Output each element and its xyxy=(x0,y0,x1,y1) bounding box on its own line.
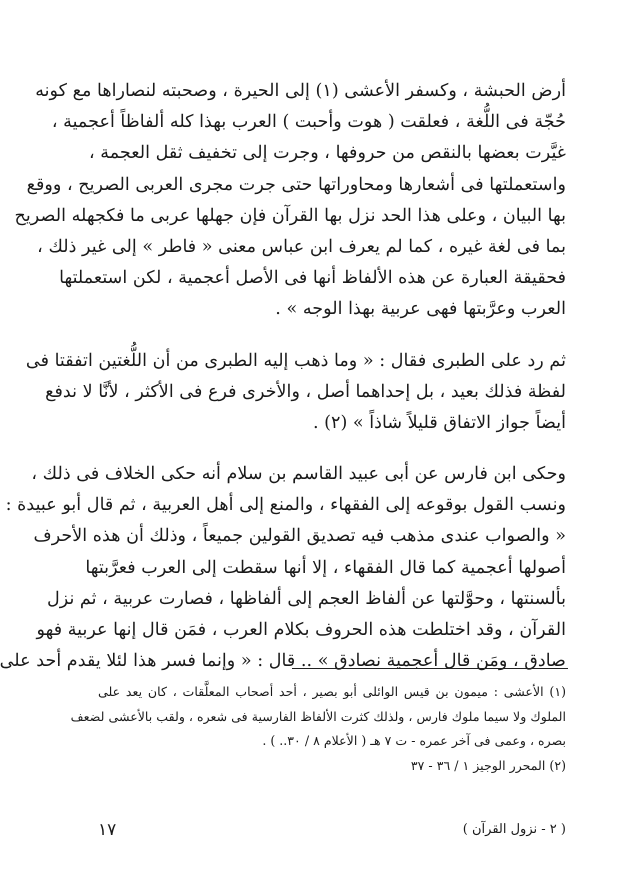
footnotes xyxy=(70,680,566,778)
text-line: حُجّة فى اللُّغة ، فعلقت ( هوت وأحبت ) العرب بهذا كله ألفاظاً أعجمية ، xyxy=(51,112,566,133)
footnote-line: الملوك ولا سيما ملوك فارس ، ولذلك كثرت الألفاظ الفارسية فى شعره ، ولقب بالأعشى لضعف xyxy=(70,708,566,724)
text-line: القرآن ، وقد اختلطت هذه الحروف بكلام العرب ، فمَن قال إنها عربية فهو xyxy=(36,620,566,640)
text-line: أصولها أعجمية كما قال الفقهاء ، إلا أنها سقطت إلى العرب فعرَّبتها xyxy=(85,557,566,578)
text-line: فحقيقة العبارة عن هذه الألفاظ أنها فى الأصل أعجمية ، لكن استعملتها xyxy=(59,268,566,289)
signature-mark: ( ٢ - نزول القرآن ) xyxy=(462,822,566,837)
paragraph-2 xyxy=(25,346,566,440)
text-line: « والصواب عندى مذهب فيه تصديق القولين جميعاً ، وذلك أن هذه الأحرف xyxy=(33,526,566,547)
text-line: أرض الحبشة ، وكسفر الأعشى (١) إلى الحيرة ، وصحبته لنصاراها مع كونه xyxy=(35,81,566,101)
page-number: ١٧ xyxy=(98,820,117,840)
paragraph-3 xyxy=(0,459,566,677)
paragraph-gap xyxy=(98,326,566,346)
text-line: ونسب القول بوقوعه إلى الفقهاء ، والمنع إلى أهل العربية ، ثم قال أبو عبيدة : xyxy=(5,495,566,516)
text-line: لفظة فذلك بعيد ، بل إحداهما أصل ، والأخرى فرع فى الأكثر ، لأنَّا لا ندفع xyxy=(45,381,566,402)
text-line: ثم رد على الطبرى فقال : « وما ذهب إليه الطبرى من أن اللُّغتين اتفقتا فى xyxy=(25,350,566,371)
text-line: أيضاً جواز الاتفاق قليلاً شاذاً » (٢) . xyxy=(312,412,566,433)
text-line: بما فى لغة غيره ، كما لم يعرف ابن عباس معنى « فاطر » إلى غير ذلك ، xyxy=(37,236,566,257)
text-line: بها البيان ، وعلى هذا الحد نزل بها القرآن فإن جهلها عربى ما فكجهله الصريح xyxy=(14,205,566,226)
page-footer xyxy=(98,822,566,846)
text-line: واستعملتها فى أشعارها ومحاوراتها حتى جرت مجرى العربى الصريح ، ووقع xyxy=(26,174,566,195)
text-line: صادق ، ومَن قال أعجمية نصادق » .. قال : « وإنما فسر هذا لئلا يقدم أحد على xyxy=(0,651,566,672)
footnote-divider xyxy=(292,668,568,669)
main-text xyxy=(0,76,566,677)
text-line: بألسنتها ، وحوَّلتها عن ألفاظ العجم إلى ألفاظها ، فصارت عربية ، ثم نزل xyxy=(46,588,566,609)
footnote-line: (١) الأعشى : ميمون بن قيس الوائلى أبو بصير ، أحد أصحاب المعلَّقات ، كان يعد على xyxy=(98,684,566,699)
paragraph-gap xyxy=(98,439,566,459)
text-line: العرب وعرَّبتها فهى عربية بهذا الوجه » . xyxy=(275,299,566,320)
text-line: وحكى ابن فارس عن أبى عبيد القاسم بن سلام أنه حكى الخلاف فى ذلك ، xyxy=(31,464,566,485)
footnote-line: بصره ، وعمى فى آخر عمره - ت ٧ هـ ( الأعلام ٨ / ٣٠.. ) . xyxy=(262,733,566,748)
book-page xyxy=(2,0,640,879)
footnote-line: (٢) المحرر الوجيز ١ / ٣٦ - ٣٧ xyxy=(410,757,566,773)
text-line: غيَّرت بعضها بالنقص من حروفها ، وجرت إلى تخفيف ثقل العجمة ، xyxy=(89,143,566,164)
paragraph-1 xyxy=(14,76,566,326)
